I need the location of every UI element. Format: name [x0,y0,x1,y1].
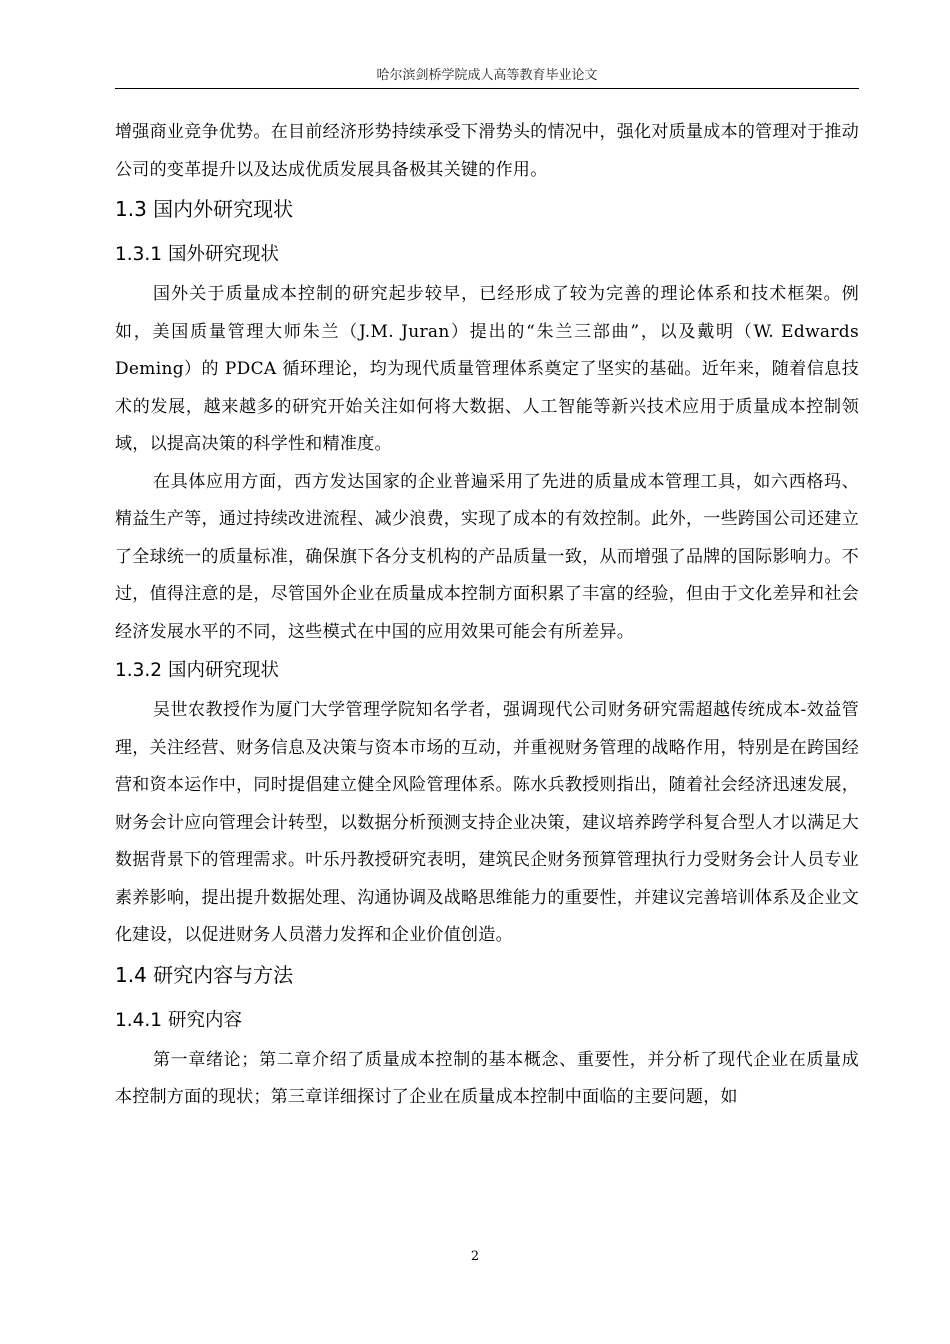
section-heading-1-4: 1.4 研究内容与方法 [115,962,294,987]
paragraph: 在具体应用方面，西方发达国家的企业普遍采用了先进的质量成本管理工具，如六西格玛、精益生产等，通过持续改进流程、减少浪费，实现了成本的有效控制。此外，一些跨国公司还建立了全球统一的质量标准，确保旗下各分支机构的产品质量一致，从而增强了品牌的国际影响力。不过，值得注意的是，尽管国外企业在质量成本控制方面积累了丰富的经验，但由于文化差异和社会经济发展水平的不同，这些模式在中国的应用效果可能会有所差异。 [115,471,859,642]
paragraph: 吴世农教授作为厦门大学管理学院知名学者，强调现代公司财务研究需超越传统成本-效益管理，关注经营、财务信息及决策与资本市场的互动，并重视财务管理的战略作用，特别是在跨国经营和资本运作中，同时提倡建立健全风险管理体系。陈水兵教授则指出，随着社会经济迅速发展，财务会计应向管理会计转型，以数据分析预测支持企业决策，建议培养跨学科复合型人才以满足大数据背景下的管理需求。叶乐丹教授研究表明，建筑民企财务预算管理执行力受财务会计人员专业素养影响，提出提升数据处理、沟通协调及战略思维能力的重要性，并建议完善培训体系及企业文化建设，以促进财务人员潜力发挥和企业价值创造。 [115,700,859,945]
header-rule [115,88,859,89]
page-body [115,114,859,1117]
paragraph: 国外关于质量成本控制的研究起步较早，已经形成了较为完善的理论体系和技术框架。例如，美国质量管理大师朱兰（J.M. Juran）提出的“朱兰三部曲”，以及戴明（W. Edwards Deming）的 PDCA 循环理论，均为现代质量管理体系奠定了坚实的基础。近年来，随着信息技术的发展，越来越多的研究开始关注如何将大数据、人工智能等新兴技术应用于质量成本控制领域，以提高决策的科学性和精准度。 [115,284,859,454]
page-number: 2 [470,1249,480,1264]
running-header: 哈尔滨剑桥学院成人高等教育毕业论文 [376,68,598,83]
subsection-heading-1-3-1: 1.3.1 国外研究现状 [115,244,279,265]
subsection-heading-1-3-2: 1.3.2 国内研究现状 [115,660,279,681]
subsection-heading-1-4-1: 1.4.1 研究内容 [115,1009,242,1031]
section-heading-1-3: 1.3 国内外研究现状 [115,197,294,221]
intro-paragraph: 增强商业竞争优势。在目前经济形势持续承受下滑势头的情况中，强化对质量成本的管理对于推动公司的变革提升以及达成优质发展具备极其关键的作用。 [115,122,859,180]
paragraph: 第一章绪论；第二章介绍了质量成本控制的基本概念、重要性，并分析了现代企业在质量成本控制方面的现状；第三章详细探讨了企业在质量成本控制中面临的主要问题，如 [115,1049,859,1107]
